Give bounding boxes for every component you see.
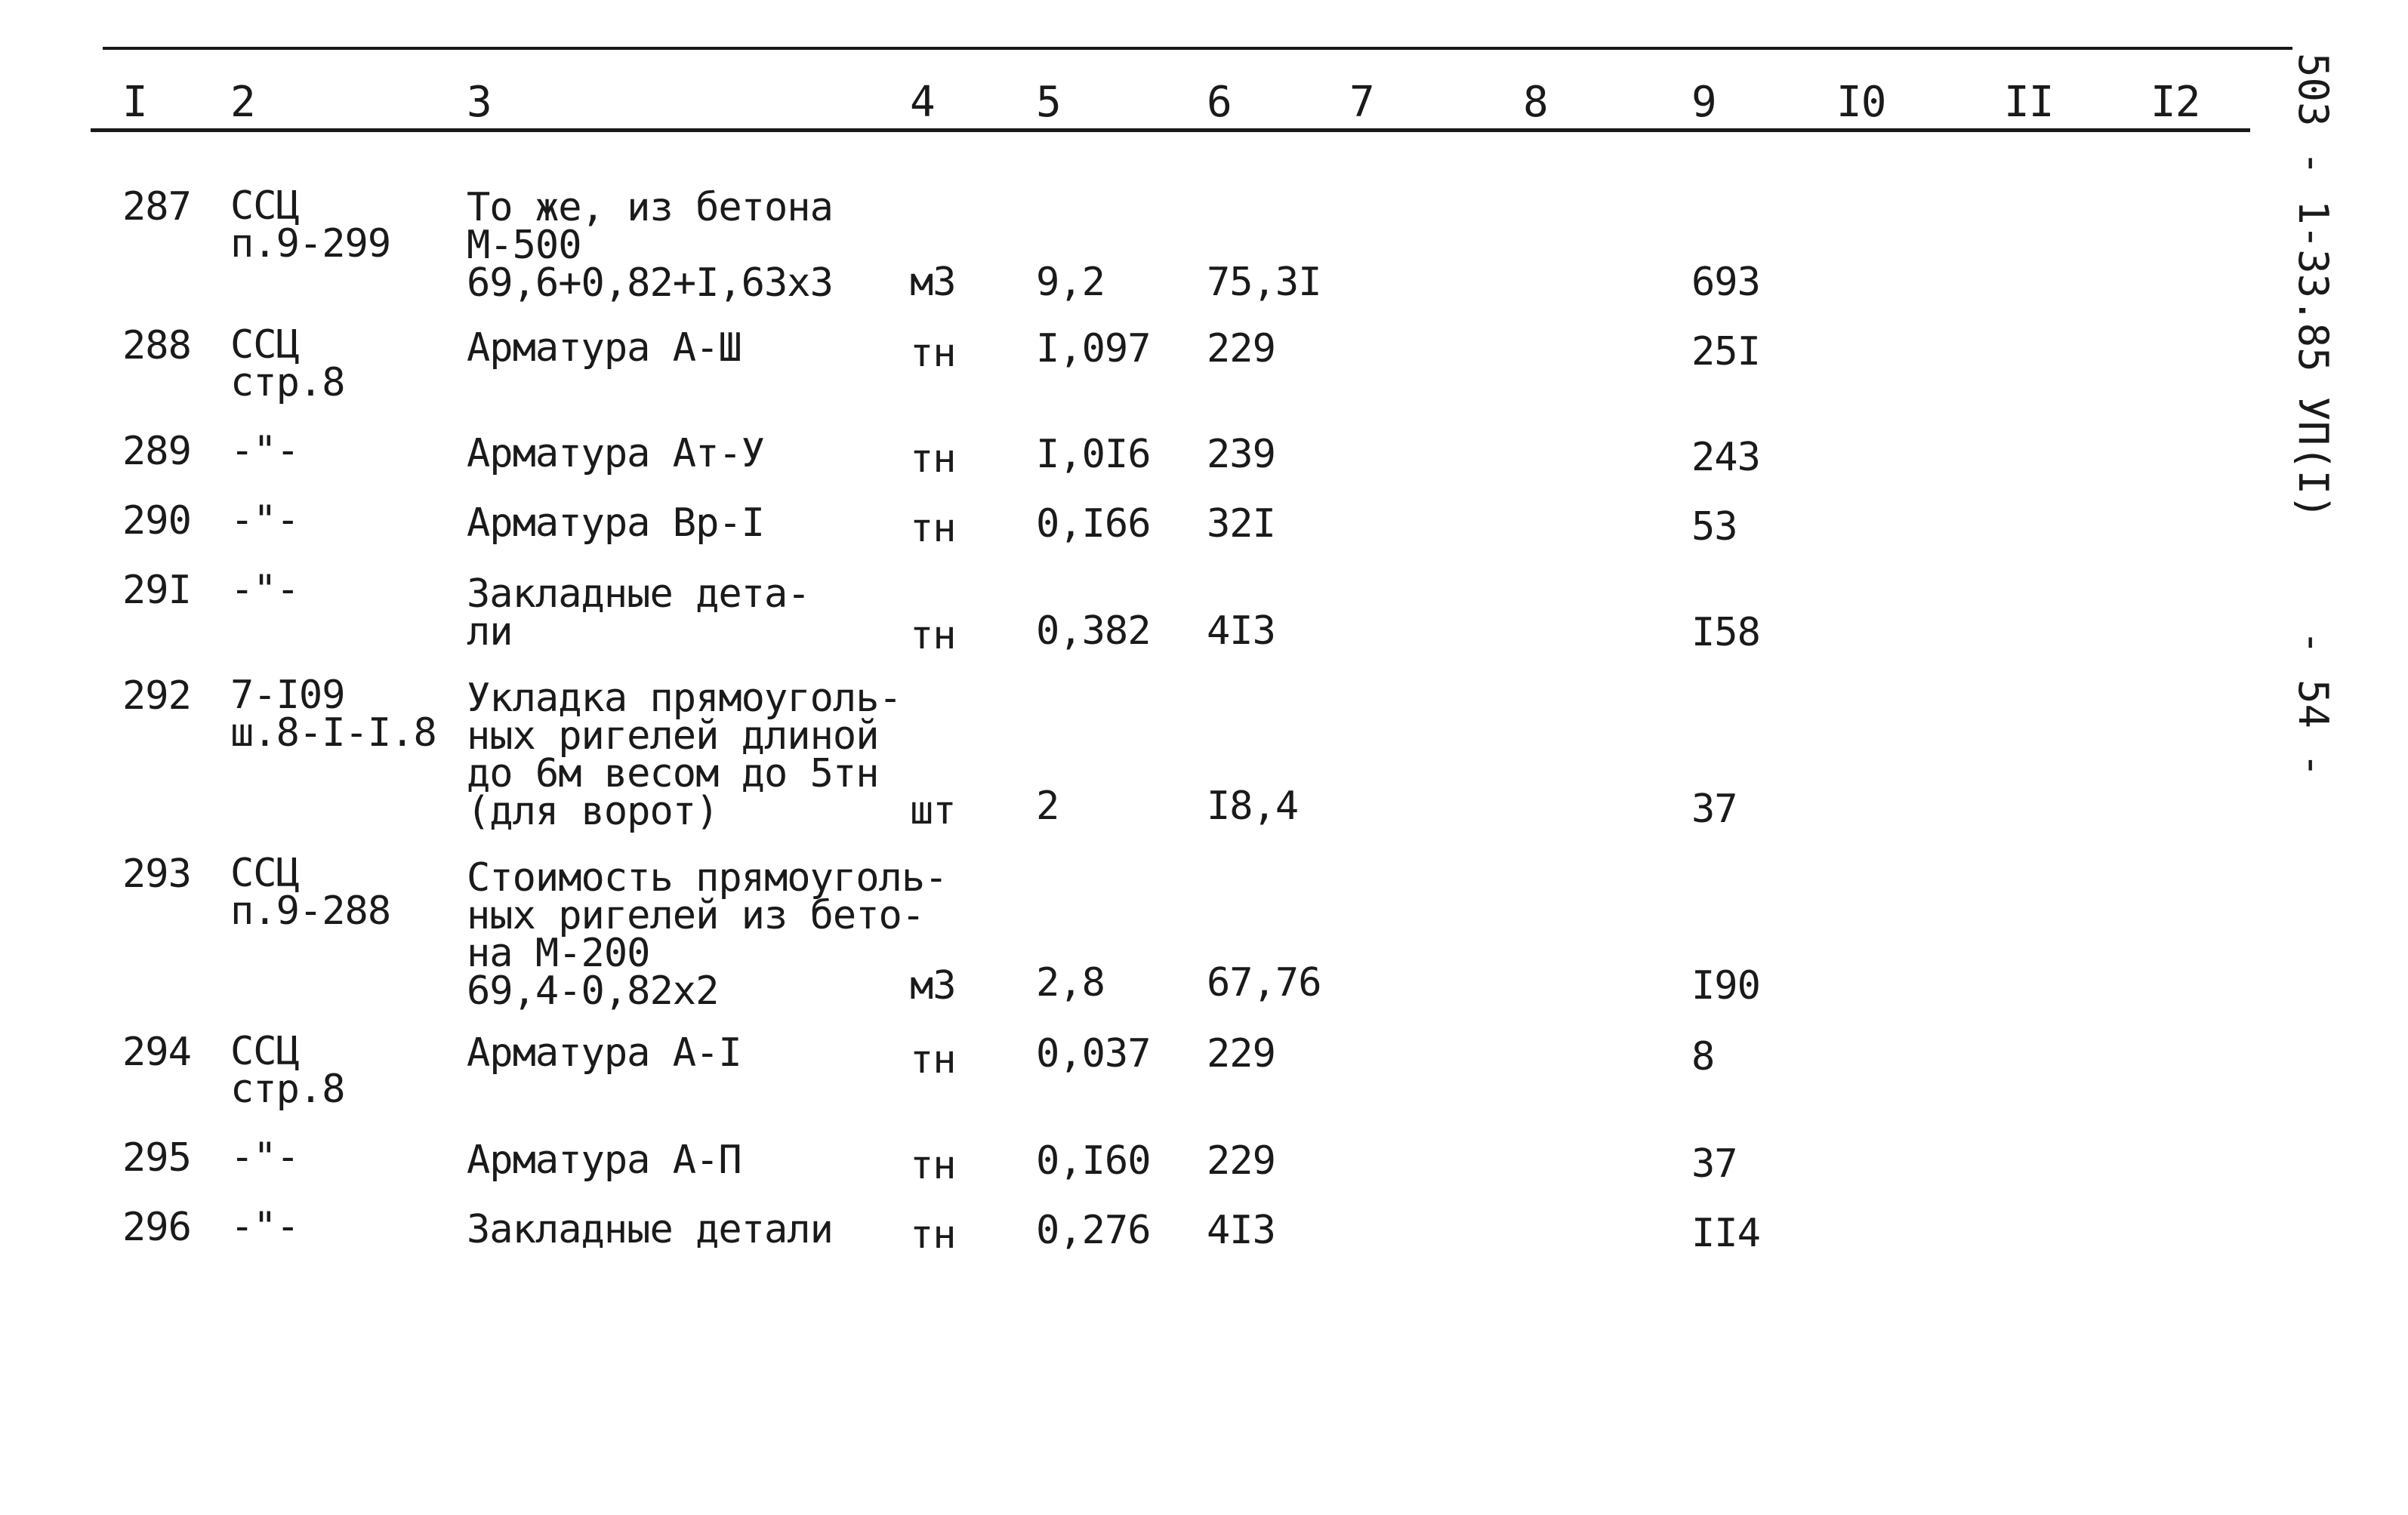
row-description: Арматура Вр-I (467, 500, 764, 546)
row-quantity: 0,037 (1036, 1031, 1151, 1076)
row-total: 37 (1691, 787, 1737, 832)
row-total: 243 (1691, 435, 1760, 480)
row-quantity: 0,382 (1036, 608, 1151, 654)
row-number: 292 (122, 673, 191, 719)
row-reference: -"- (230, 567, 299, 612)
row-price: 4I3 (1207, 608, 1275, 654)
row-unit: тн (910, 613, 956, 658)
row-total: 8 (1691, 1034, 1715, 1079)
row-number: 290 (122, 498, 191, 543)
row-unit: тн (910, 1037, 956, 1082)
row-reference: ССЦ стр.8 (230, 322, 345, 405)
row-reference: ССЦ п.9-299 (230, 183, 391, 266)
row-quantity: 0,I66 (1036, 501, 1151, 547)
page-number: - 54 - (2289, 630, 2337, 778)
row-description: Арматура А-Ш (467, 325, 742, 371)
row-number: 295 (122, 1135, 191, 1181)
row-quantity: 2 (1036, 784, 1059, 829)
row-number: 293 (122, 851, 191, 897)
row-price: 4I3 (1207, 1208, 1275, 1253)
row-number: 289 (122, 429, 191, 474)
row-number: 288 (122, 323, 191, 368)
row-total: 53 (1691, 504, 1737, 550)
row-quantity: 0,276 (1036, 1208, 1151, 1253)
row-number: 29I (122, 568, 191, 613)
row-description: Арматура Ат-У (467, 431, 764, 476)
column-header-9: 9 (1691, 78, 1716, 127)
row-quantity: 9,2 (1036, 260, 1105, 305)
column-header-10: I0 (1836, 78, 1886, 127)
column-header-6: 6 (1207, 78, 1232, 127)
row-total: I90 (1691, 963, 1760, 1008)
column-header-12: I2 (2151, 78, 2200, 127)
document-code: 503 - 1-33.85 УП(I) (2289, 53, 2337, 519)
column-header-8: 8 (1523, 78, 1548, 127)
row-price: 32I (1207, 501, 1275, 547)
row-unit: тн (910, 1212, 956, 1258)
row-price: 229 (1207, 1031, 1275, 1076)
column-header-1: I (122, 78, 147, 127)
row-reference: 7-I09 ш.8-I-I.8 (230, 673, 436, 756)
row-price: 239 (1207, 432, 1275, 477)
header-rule (91, 128, 2250, 132)
column-header-2: 2 (230, 78, 255, 127)
row-description: Закладные детали (467, 1207, 833, 1252)
row-reference: ССЦ стр.8 (230, 1029, 345, 1112)
row-quantity: 2,8 (1036, 960, 1105, 1005)
row-quantity: 0,I60 (1036, 1138, 1151, 1184)
row-unit: тн (910, 436, 956, 482)
row-description: Арматура А-I (467, 1030, 742, 1076)
row-quantity: I,097 (1036, 326, 1151, 371)
column-header-5: 5 (1036, 78, 1061, 127)
row-price: 75,3I (1207, 260, 1321, 305)
row-description: Арматура А-П (467, 1138, 742, 1183)
row-unit: тн (910, 506, 956, 551)
row-total: II4 (1691, 1211, 1760, 1256)
row-quantity: I,0I6 (1036, 432, 1151, 477)
row-description: Закладные дета- ли (467, 571, 810, 654)
column-header-7: 7 (1349, 78, 1374, 127)
row-price: 67,76 (1207, 960, 1321, 1005)
row-number: 294 (122, 1030, 191, 1075)
row-total: 693 (1691, 260, 1760, 305)
row-description: Стоимость прямоуголь- ных ригелей из бето- на М-200 69,4-0,82x2 (467, 855, 948, 1014)
top-rule (103, 47, 2292, 50)
row-unit: тн (910, 1143, 956, 1188)
row-number: 296 (122, 1205, 191, 1250)
row-unit: шт (910, 788, 956, 833)
row-number: 287 (122, 184, 191, 229)
row-unit: тн (910, 331, 956, 376)
row-total: 37 (1691, 1141, 1737, 1187)
row-total: 25I (1691, 329, 1760, 374)
row-price: I8,4 (1207, 784, 1299, 829)
row-reference: -"- (230, 428, 299, 473)
row-reference: -"- (230, 1204, 299, 1249)
row-total: I58 (1691, 610, 1760, 655)
column-header-3: 3 (467, 78, 492, 127)
row-description: Укладка прямоуголь- ных ригелей длиной до 6м весом до 5тн (для ворот) (467, 676, 902, 834)
row-description: То же, из бетона М-500 69,6+0,82+I,63x3 (467, 185, 833, 306)
column-header-4: 4 (910, 78, 935, 127)
column-header-11: II (2004, 78, 2054, 127)
row-unit: м3 (910, 260, 956, 305)
row-unit: м3 (910, 963, 956, 1008)
row-reference: -"- (230, 1135, 299, 1180)
row-reference: ССЦ п.9-288 (230, 851, 391, 934)
row-price: 229 (1207, 1138, 1275, 1184)
row-reference: -"- (230, 497, 299, 543)
row-price: 229 (1207, 326, 1275, 371)
